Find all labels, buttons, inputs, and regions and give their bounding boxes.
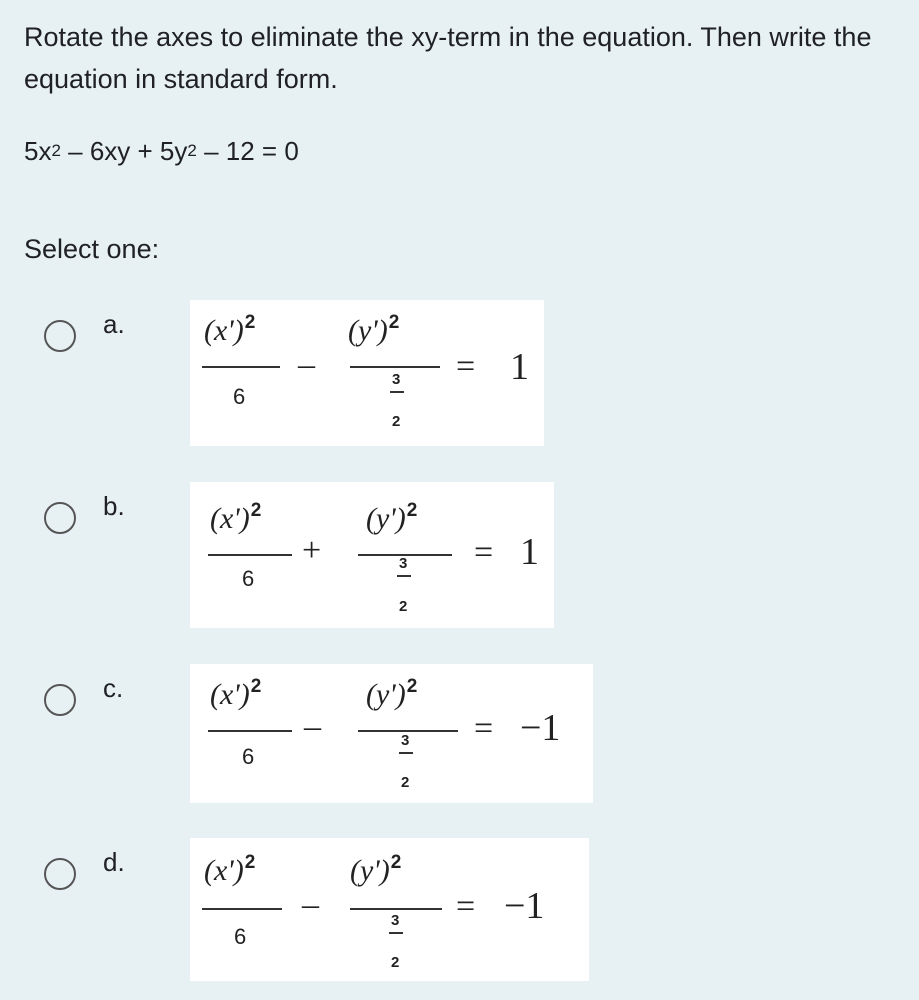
right-hand-side: −1 <box>520 707 561 749</box>
y-fraction-bar <box>350 908 442 910</box>
option-b-radio[interactable] <box>44 502 76 534</box>
equation-term-1: 5x <box>24 136 52 166</box>
y-numerator: $(y')^2$ <box>366 676 418 711</box>
y-denominator-numerator: 3 <box>392 371 401 388</box>
equation-term-3: – 12 = 0 <box>196 136 299 166</box>
x-numerator: $(x')^2$ <box>210 500 262 535</box>
option-d-radio[interactable] <box>44 858 76 890</box>
right-hand-side: −1 <box>504 885 545 927</box>
y-denominator-denominator: 2 <box>392 413 401 430</box>
question-text: Rotate the axes to eliminate the xy-term in the equation. Then write the equation in standard form. <box>24 22 872 94</box>
y-denominator-bar <box>399 752 413 754</box>
equals-sign: = <box>456 888 476 925</box>
y-denominator-bar <box>390 391 404 393</box>
option-d-formula <box>190 838 589 981</box>
x-fraction-bar <box>208 554 292 556</box>
x-numerator: $(x')^2$ <box>210 676 262 711</box>
equation-term-2: – 6xy + 5y <box>60 136 188 166</box>
y-denominator-denominator: 2 <box>391 954 400 971</box>
x-denominator: 6 <box>242 566 255 591</box>
y-denominator-bar <box>389 932 403 934</box>
y-denominator-bar <box>397 575 411 577</box>
x-fraction-bar <box>202 908 282 910</box>
x-denominator: 6 <box>242 744 255 769</box>
right-hand-side: 1 <box>510 346 529 388</box>
option-a-radio[interactable] <box>44 320 76 352</box>
option-b-formula <box>190 482 554 628</box>
y-numerator: $(y')^2$ <box>366 500 418 535</box>
option-c-letter: c. <box>103 673 124 703</box>
equation-exponent-2: 2 <box>187 141 197 160</box>
x-denominator: 6 <box>234 924 247 949</box>
y-numerator: $(y')^2$ <box>348 312 400 347</box>
y-denominator-numerator: 3 <box>401 732 410 749</box>
option-b-letter: b. <box>103 491 125 521</box>
y-numerator: $(y')^2$ <box>350 852 402 887</box>
y-denominator-numerator: 3 <box>399 555 408 572</box>
y-fraction-bar <box>350 366 440 368</box>
option-c-radio[interactable] <box>44 684 76 716</box>
operator: + <box>302 532 322 569</box>
equals-sign: = <box>474 534 494 571</box>
equals-sign: = <box>474 710 494 747</box>
option-c-formula <box>190 664 593 803</box>
equation-exponent-1: 2 <box>51 141 61 160</box>
x-numerator: $(x')^2$ <box>204 312 256 347</box>
select-one-label: Select one: <box>24 234 160 264</box>
operator: – <box>304 708 321 745</box>
option-a-formula <box>190 300 544 446</box>
option-a-letter: a. <box>103 309 125 339</box>
x-fraction-bar <box>202 366 280 368</box>
question-equation <box>24 130 299 172</box>
x-fraction-bar <box>208 730 292 732</box>
x-denominator: 6 <box>233 384 246 409</box>
right-hand-side: 1 <box>520 531 539 573</box>
equals-sign: = <box>456 348 476 385</box>
operator: – <box>302 886 319 923</box>
y-denominator-denominator: 2 <box>399 598 408 615</box>
operator: – <box>298 346 315 383</box>
x-numerator: $(x')^2$ <box>204 852 256 887</box>
y-denominator-numerator: 3 <box>391 912 400 929</box>
y-denominator-denominator: 2 <box>401 774 410 791</box>
option-d-letter: d. <box>103 847 125 877</box>
